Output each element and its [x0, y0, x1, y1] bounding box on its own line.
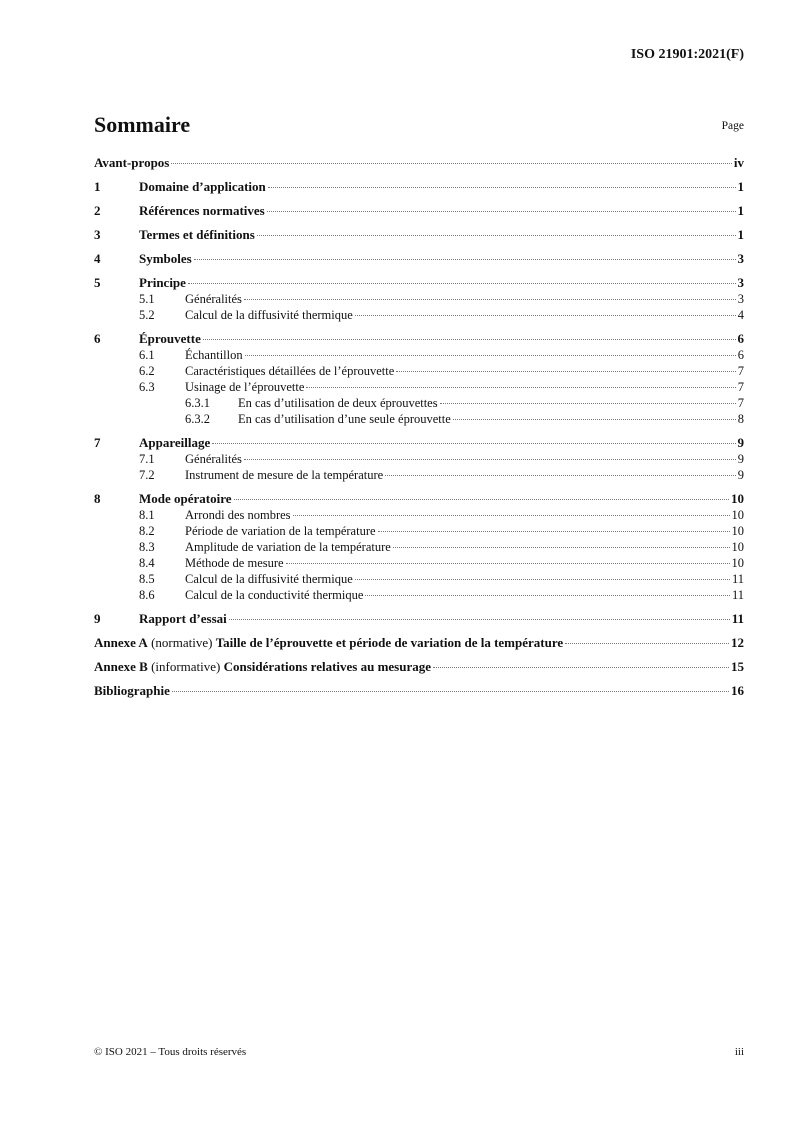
dot-leader — [396, 371, 735, 372]
toc-entry-title: Période de variation de la température — [185, 524, 376, 538]
dot-leader — [378, 531, 730, 532]
toc-entry[interactable] — [94, 491, 744, 507]
toc-entry[interactable] — [94, 611, 744, 627]
toc-entry[interactable] — [94, 275, 744, 291]
toc-entry-number: 5.2 — [139, 308, 155, 322]
toc-entry-page: 9 — [737, 452, 744, 466]
toc-entry-number: 9 — [94, 611, 101, 626]
toc-entry-page: 4 — [737, 308, 744, 322]
dot-leader — [172, 691, 729, 692]
toc-entry-number: 6.2 — [139, 364, 155, 378]
toc-entry-page: 10 — [731, 524, 744, 538]
toc-entry-number: 8.5 — [139, 572, 155, 586]
toc-annex-entry[interactable] — [94, 659, 744, 675]
dot-leader — [171, 163, 732, 164]
toc-entry-number: 7.1 — [139, 452, 155, 466]
toc-entry-number: 8 — [94, 491, 101, 506]
dot-leader — [203, 339, 736, 340]
toc-entry-number: 5 — [94, 275, 101, 290]
dot-leader — [229, 619, 730, 620]
toc-annex-entry[interactable] — [94, 635, 744, 651]
toc-entry-number: 1 — [94, 179, 101, 194]
toc-entry[interactable] — [94, 155, 744, 171]
dot-leader — [244, 459, 736, 460]
toc-entry[interactable] — [94, 227, 744, 243]
dot-leader — [453, 419, 736, 420]
annex-kind: (informative) — [151, 659, 221, 674]
toc-entry[interactable] — [94, 411, 744, 427]
toc-entry-title: Éprouvette — [139, 331, 201, 346]
toc-entry[interactable] — [94, 467, 744, 483]
toc-entry[interactable] — [94, 307, 744, 323]
toc-entry-title: Usinage de l’éprouvette — [185, 380, 305, 394]
toc-entry[interactable] — [94, 555, 744, 571]
toc-entry-title: Échantillon — [185, 348, 243, 362]
dot-leader — [267, 211, 736, 212]
toc-entry[interactable] — [94, 587, 744, 603]
toc-entry[interactable] — [94, 507, 744, 523]
toc-entry-title: Caractéristiques détaillées de l’éprouvette — [185, 364, 395, 378]
toc-entry-page: 1 — [737, 227, 744, 242]
toc-entry[interactable] — [94, 523, 744, 539]
toc-bibliography-entry[interactable] — [94, 683, 744, 699]
annex-title: Taille de l’éprouvette et période de variation de la température — [215, 635, 564, 650]
dot-leader — [286, 563, 730, 564]
toc-entry-page: 11 — [731, 611, 744, 626]
toc-entry-title: Amplitude de variation de la température — [185, 540, 391, 554]
toc-entry-page: 10 — [731, 508, 744, 522]
toc-entry[interactable] — [94, 451, 744, 467]
toc-entry-page: 11 — [731, 572, 744, 586]
annex-page: 15 — [731, 659, 744, 674]
toc-entry-page: 9 — [737, 468, 744, 482]
toc-entry-page: 7 — [737, 364, 744, 378]
toc-entry-title: Appareillage — [139, 435, 211, 450]
toc-entry-number: 7 — [94, 435, 101, 450]
toc-entry-title: Rapport d’essai — [139, 611, 227, 626]
toc-entry-page: 6 — [737, 331, 744, 346]
dot-leader — [565, 643, 729, 644]
toc-entry[interactable] — [94, 203, 744, 219]
toc-entry-number: 6.3.1 — [185, 396, 210, 410]
toc-entry-number: 6.3 — [139, 380, 155, 394]
toc-entry[interactable] — [94, 251, 744, 267]
toc-entry[interactable] — [94, 347, 744, 363]
dot-leader — [440, 403, 736, 404]
dot-leader — [393, 547, 730, 548]
toc-entry-page: 10 — [731, 491, 744, 506]
annex-label: Annexe A — [94, 635, 148, 650]
toc-entry-number: 8.1 — [139, 508, 155, 522]
toc-entry-page: 7 — [737, 396, 744, 410]
toc-entry-page: 11 — [731, 588, 744, 602]
dot-leader — [245, 355, 736, 356]
toc-entry-title: Domaine d’application — [139, 179, 266, 194]
toc-entry[interactable] — [94, 179, 744, 195]
toc-entry-title: Calcul de la conductivité thermique — [185, 588, 364, 602]
toc-entry[interactable] — [94, 379, 744, 395]
toc-entry-title: Avant-propos — [94, 155, 170, 170]
dot-leader — [257, 235, 736, 236]
toc-entry[interactable] — [94, 539, 744, 555]
dot-leader — [268, 187, 736, 188]
toc-entry[interactable] — [94, 435, 744, 451]
toc-entry-page: 3 — [737, 292, 744, 306]
toc-entry-title: Symboles — [139, 251, 192, 266]
copyright: © ISO 2021 – Tous droits réservés — [94, 1046, 247, 1058]
toc-entry-title: Calcul de la diffusivité thermique — [185, 308, 353, 322]
toc-entry-number: 3 — [94, 227, 101, 242]
dot-leader — [365, 595, 730, 596]
dot-leader — [355, 315, 736, 316]
toc-entry-title: Mode opératoire — [139, 491, 232, 506]
dot-leader — [306, 387, 735, 388]
toc-entry-page: 7 — [737, 380, 744, 394]
toc-entry-number: 8.6 — [139, 588, 155, 602]
toc-entry-number: 8.2 — [139, 524, 155, 538]
dot-leader — [433, 667, 729, 668]
footer — [94, 1046, 744, 1058]
toc-entry-number: 6.3.2 — [185, 412, 210, 426]
toc-entry-title: En cas d’utilisation d’une seule éprouvette — [238, 412, 451, 426]
dot-leader — [234, 499, 729, 500]
page-number: iii — [734, 1046, 744, 1058]
toc-entry[interactable] — [94, 571, 744, 587]
toc-entry-title: Arrondi des nombres — [185, 508, 291, 522]
toc-entry-title: Termes et définitions — [139, 227, 255, 242]
table-of-contents — [94, 155, 744, 699]
toc-entry-number: 7.2 — [139, 468, 155, 482]
annex-page: 12 — [731, 635, 744, 650]
toc-entry-title: Principe — [139, 275, 186, 290]
toc-entry-page: iv — [733, 155, 744, 170]
toc-entry-page: 10 — [731, 556, 744, 570]
toc-entry-title: Références normatives — [139, 203, 265, 218]
bibliography-page: 16 — [731, 683, 744, 698]
toc-entry-title: Méthode de mesure — [185, 556, 284, 570]
toc-entry-page: 1 — [737, 179, 744, 194]
toc-entry-number: 2 — [94, 203, 101, 218]
toc-entry-title: Calcul de la diffusivité thermique — [185, 572, 353, 586]
toc-entry[interactable] — [94, 331, 744, 347]
dot-leader — [188, 283, 736, 284]
dot-leader — [194, 259, 736, 260]
dot-leader — [244, 299, 736, 300]
bibliography-title: Bibliographie — [94, 683, 170, 698]
toc-entry-page: 6 — [737, 348, 744, 362]
annex-title: Considérations relatives au mesurage — [223, 659, 432, 674]
toc-entry-page: 3 — [737, 251, 744, 266]
document-id: ISO 21901:2021(F) — [630, 47, 744, 62]
toc-entry-number: 4 — [94, 251, 101, 266]
page-column-label: Page — [721, 120, 744, 132]
toc-entry-title: Instrument de mesure de la température — [185, 468, 384, 482]
toc-entry-page: 1 — [737, 203, 744, 218]
toc-entry-page: 3 — [737, 275, 744, 290]
toc-entry[interactable] — [94, 363, 744, 379]
toc-entry-page: 8 — [737, 412, 744, 426]
toc-entry-number: 6.1 — [139, 348, 155, 362]
toc-entry-page: 10 — [731, 540, 744, 554]
annex-label: Annexe B — [94, 659, 148, 674]
toc-entry-number: 6 — [94, 331, 101, 346]
toc-entry-number: 8.3 — [139, 540, 155, 554]
dot-leader — [355, 579, 730, 580]
toc-entry-title: En cas d’utilisation de deux éprouvettes — [238, 396, 438, 410]
toc-entry-number: 5.1 — [139, 292, 155, 306]
toc-entry-page: 9 — [737, 435, 744, 450]
toc-entry[interactable] — [94, 291, 744, 307]
toc-entry-number: 8.4 — [139, 556, 155, 570]
page-title: Sommaire — [94, 112, 191, 137]
toc-entry-title: Généralités — [185, 452, 242, 466]
dot-leader — [212, 443, 735, 444]
annex-kind: (normative) — [151, 635, 213, 650]
dot-leader — [293, 515, 730, 516]
toc-entry[interactable] — [94, 395, 744, 411]
dot-leader — [385, 475, 736, 476]
toc-entry-title: Généralités — [185, 292, 242, 306]
